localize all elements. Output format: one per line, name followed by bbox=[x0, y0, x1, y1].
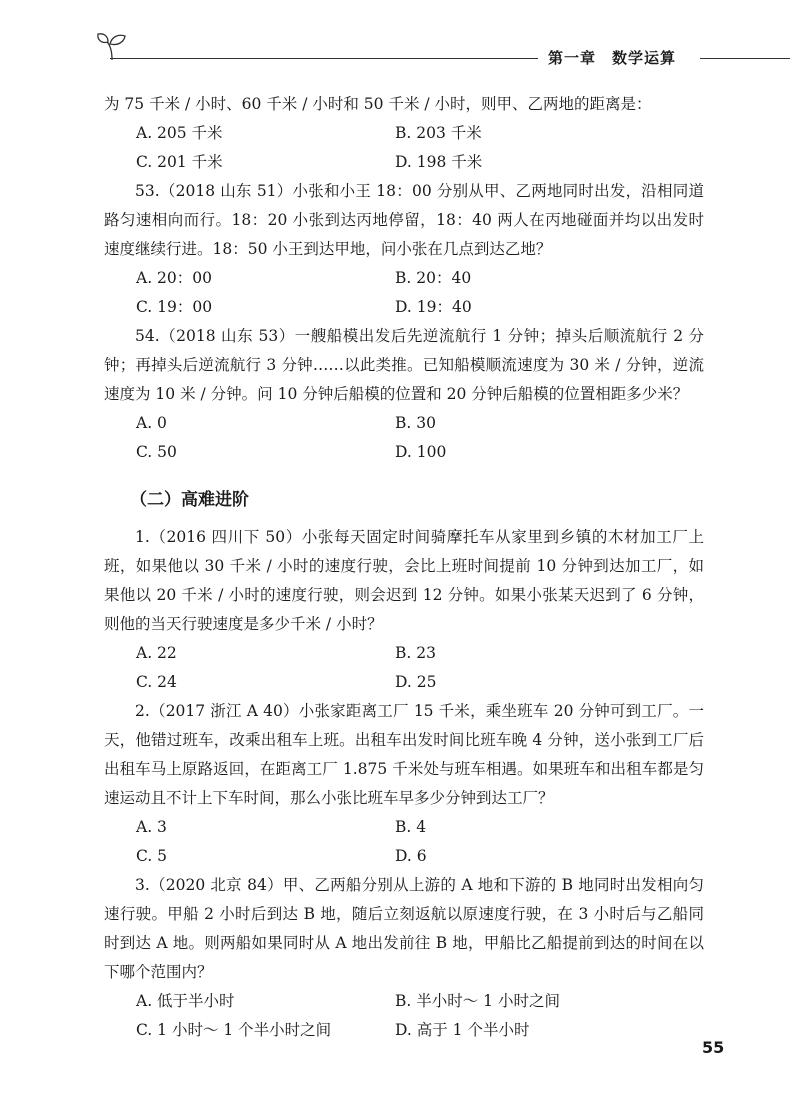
option: A. 0 bbox=[136, 414, 167, 432]
adv-2-options bbox=[104, 813, 704, 871]
q54-options bbox=[104, 409, 704, 467]
option: A. 3 bbox=[136, 818, 167, 836]
option: B. 4 bbox=[395, 818, 427, 836]
chapter-title: 第一章 数学运算 bbox=[548, 49, 677, 67]
header-rule-right bbox=[700, 58, 790, 59]
option: C. 19：00 bbox=[136, 298, 213, 316]
adv-3-options bbox=[104, 987, 704, 1045]
option: A. 20：00 bbox=[136, 269, 212, 287]
page-number: 55 bbox=[702, 1038, 725, 1057]
option: B. 20：40 bbox=[395, 269, 472, 287]
option: B. 半小时～ 1 小时之间 bbox=[395, 992, 560, 1010]
option: D. 25 bbox=[395, 673, 437, 691]
option: B. 23 bbox=[395, 644, 436, 662]
option: D. 19：40 bbox=[395, 298, 472, 316]
option: C. 5 bbox=[136, 847, 168, 865]
option: C. 24 bbox=[136, 673, 177, 691]
option: A. 低于半小时 bbox=[136, 992, 235, 1010]
option: D. 100 bbox=[395, 443, 447, 461]
question-adv-2: 2.（2017 浙江 A 40）小张家距离工厂 15 千米，乘坐班车 20 分钟可到工厂。一天，他错过班车，改乘出租车上班。出租车出发时间比班车晚 4 分钟，送小张到工厂后出租车马上原路返回，在距离工厂 1.875 千米处与班车相遇。如果班车和出租车都是匀速运动且不计上下车时间，那么小张比班车早多少分钟到达工厂？ bbox=[104, 702, 704, 807]
option: C. 201 千米 bbox=[136, 153, 223, 171]
option: B. 203 千米 bbox=[395, 124, 482, 142]
option: D. 198 千米 bbox=[395, 153, 483, 171]
option: C. 50 bbox=[136, 443, 177, 461]
question-54: 54.（2018 山东 53）一艘船模出发后先逆流航行 1 分钟；掉头后顺流航行 2 分钟；再掉头后逆流航行 3 分钟……以此类推。已知船模顺流速度为 30 米 / 分钟，逆流速度为 10 米 / 分钟。问 10 分钟后船模的位置和 20 分钟后船模的位置相距多少米？ bbox=[104, 327, 704, 403]
page-content bbox=[104, 90, 704, 1045]
q53-options bbox=[104, 264, 704, 322]
option: C. 1 小时～ 1 个半小时之间 bbox=[136, 1021, 332, 1039]
header-rule-left bbox=[110, 58, 538, 59]
option: D. 高于 1 个半小时 bbox=[395, 1021, 530, 1039]
page-header bbox=[0, 0, 800, 80]
intro-text: 为 75 千米 / 小时、60 千米 / 小时和 50 千米 / 小时，则甲、乙两地的距离是： bbox=[104, 95, 652, 113]
question-adv-1: 1.（2016 四川下 50）小张每天固定时间骑摩托车从家里到乡镇的木材加工厂上班，如果他以 30 千米 / 小时的速度行驶，会比上班时间提前 10 分钟到达加工厂，如果他以 20 千米 / 小时的速度行驶，则会迟到 12 分钟。如果小张某天迟到了 6 分钟，则他的当天行驶速度是多少千米 / 小时？ bbox=[104, 528, 704, 633]
option: D. 6 bbox=[395, 847, 427, 865]
option: A. 22 bbox=[136, 644, 177, 662]
question-53: 53.（2018 山东 51）小张和小王 18：00 分别从甲、乙两地同时出发，沿相同道路匀速相向而行。18：20 小张到达丙地停留，18：40 两人在丙地碰面并均以出发时速度继续行进。18：50 小王到达甲地，问小张在几点到达乙地？ bbox=[104, 182, 704, 258]
q52-options bbox=[104, 119, 704, 177]
adv-1-options bbox=[104, 639, 704, 697]
option: A. 205 千米 bbox=[136, 124, 223, 142]
section-title: （二）高难进阶 bbox=[130, 490, 249, 510]
option: B. 30 bbox=[395, 414, 436, 432]
question-adv-3: 3.（2020 北京 84）甲、乙两船分别从上游的 A 地和下游的 B 地同时出发相向匀速行驶。甲船 2 小时后到达 B 地，随后立刻返航以原速度行驶，在 3 小时后与乙船同时到达 A 地。则两船如果同时从 A 地出发前往 B 地，甲船比乙船提前到达的时间在以下哪个范围内？ bbox=[104, 876, 704, 981]
